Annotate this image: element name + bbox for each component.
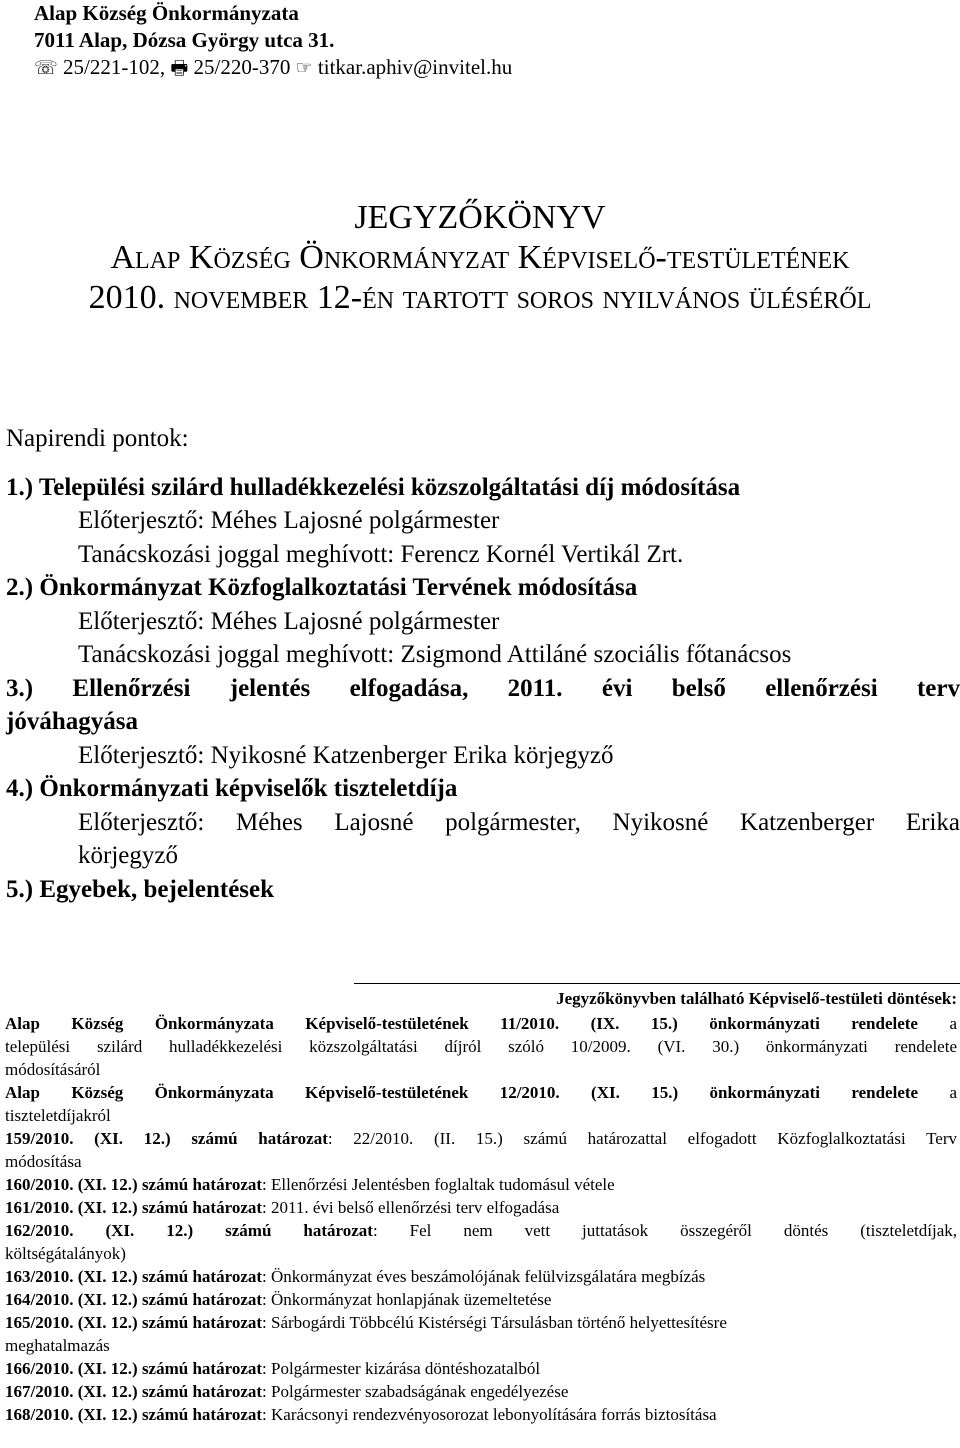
- decision-line: [5, 1127, 957, 1150]
- section-divider: [354, 983, 960, 984]
- decision-line: [5, 1380, 957, 1403]
- decision-line: [5, 1357, 957, 1380]
- decision-line: tiszteletdíjakról: [5, 1106, 111, 1125]
- decision-text: : Karácsonyi rendezvényosorozat lebonyolítására forrás biztosítása: [262, 1405, 717, 1424]
- decision-line: [5, 1219, 957, 1242]
- decision-number: 163/2010. (XI. 12.) számú határozat: [5, 1267, 263, 1286]
- agenda-item-title: 4.) Önkormányzati képviselők tiszteletdíja: [6, 775, 458, 802]
- agenda-item-presenter-cont: körjegyző: [78, 842, 178, 869]
- mail-pointing-hand-icon: ☞: [295, 58, 313, 79]
- decision-line: települési szilárd hulladékkezelési közszolgáltatási díjról szóló 10/2009. (VI. 30.) önkormányzati rendelete: [5, 1037, 957, 1056]
- decision-number: 161/2010. (XI. 12.) számú határozat: [5, 1198, 263, 1217]
- agenda-item-presenter: Előterjesztő: Nyikosné Katzenberger Erika körjegyző: [78, 741, 614, 769]
- agenda-item-title: 3.) Ellenőrzési jelentés elfogadása, 2011. évi belső ellenőrzési terv: [6, 674, 960, 702]
- decision-line: költségátalányok): [5, 1244, 126, 1263]
- agenda-item-guest: Tanácskozási joggal meghívott: Zsigmond Attiláné szociális főtanácsos: [78, 641, 792, 668]
- phone-number: 25/221-102,: [63, 55, 166, 79]
- decision-text: : Polgármester szabadságának engedélyezése: [262, 1382, 569, 1401]
- decision-text: : Ellenőrzési Jelentésben foglaltak tudomásul vétele: [262, 1175, 615, 1194]
- decision-number: 167/2010. (XI. 12.) számú határozat: [5, 1382, 263, 1401]
- decision-text: : Polgármester kizárása döntéshozatalból: [262, 1359, 541, 1378]
- decision-line: [5, 1012, 957, 1035]
- decision-number: 165/2010. (XI. 12.) számú határozat: [5, 1313, 263, 1332]
- agenda-heading: Napirendi pontok:: [6, 425, 189, 452]
- decision-line: módosítása: [5, 1152, 82, 1171]
- org-name: Alap Község Önkormányzata: [34, 1, 299, 25]
- decision-line: [5, 1311, 957, 1334]
- agenda-item-title: 2.) Önkormányzat Közfoglalkoztatási Tervének módosítása: [6, 574, 638, 601]
- agenda-item-presenter: Előterjesztő: Méhes Lajosné polgármester, Nyikosné Katzenberger Erika: [78, 808, 960, 836]
- agenda-item-title: 1.) Települési szilárd hulladékkezelési közszolgáltatási díj módosítása: [6, 473, 741, 501]
- fax-number: 25/220-370: [193, 55, 291, 79]
- decision-line: [5, 1265, 957, 1288]
- decision-number: 160/2010. (XI. 12.) számú határozat: [5, 1175, 263, 1194]
- decision-text: a: [918, 1083, 957, 1102]
- org-address: 7011 Alap, Dózsa György utca 31.: [34, 28, 335, 52]
- decisions-heading: Jegyzőkönyvben található Képviselő-testületi döntések:: [556, 989, 957, 1008]
- telephone-icon: ☏: [34, 58, 58, 79]
- letterhead: [34, 0, 512, 81]
- decision-number: Alap Község Önkormányzata Képviselő-testületének 11/2010. (IX. 15.) önkormányzati rendelete: [5, 1014, 918, 1033]
- title-session: 2010. november 12-én tartott soros nyilvános üléséről: [88, 279, 872, 316]
- decision-line: módosításáról: [5, 1060, 101, 1079]
- agenda-item-guest: Tanácskozási joggal meghívott: Ferencz Kornél Vertikál Zrt.: [78, 540, 684, 568]
- contact-line: [34, 54, 512, 81]
- decision-text: : 22/2010. (II. 15.) számú határozattal elfogadott Közfoglalkoztatási Terv: [327, 1129, 957, 1148]
- fax-printer-icon: 🖶: [170, 58, 189, 79]
- decision-text: : Fel nem vett juttatások összegéről döntés (tiszteletdíjak,: [372, 1221, 957, 1240]
- agenda-item-title-cont: jóváhagyása: [6, 708, 138, 735]
- decision-number: 159/2010. (XI. 12.) számú határozat: [5, 1129, 328, 1148]
- decision-line: [5, 1081, 957, 1104]
- decision-text: a: [917, 1014, 958, 1033]
- decision-number: 162/2010. (XI. 12.) számú határozat: [5, 1221, 373, 1240]
- title-body-name: Alap Község Önkormányzat Képviselő-testületének: [110, 239, 850, 276]
- agenda: [6, 422, 960, 906]
- decision-text: : Sárbogárdi Többcélú Kistérségi Társulásban történő helyettesítésre: [262, 1313, 727, 1332]
- document-title: [0, 198, 960, 318]
- decision-number: 168/2010. (XI. 12.) számú határozat: [5, 1405, 263, 1424]
- decision-number: Alap Község Önkormányzata Képviselő-testületének 12/2010. (XI. 15.) önkormányzati rendelete: [5, 1083, 919, 1102]
- agenda-item-title: 5.) Egyebek, bejelentések: [6, 875, 275, 903]
- decision-line: [5, 1196, 957, 1219]
- email-address: titkar.aphiv@invitel.hu: [317, 55, 513, 79]
- decision-line: [5, 1173, 957, 1196]
- decision-text: : 2011. évi belső ellenőrzési terv elfogadása: [262, 1198, 560, 1217]
- decisions-list: [5, 987, 957, 1426]
- title-main: JEGYZŐKÖNYV: [354, 199, 606, 236]
- decision-line: [5, 1288, 957, 1311]
- agenda-item-presenter: Előterjesztő: Méhes Lajosné polgármester: [78, 507, 500, 534]
- decision-number: 166/2010. (XI. 12.) számú határozat: [5, 1359, 263, 1378]
- decision-text: : Önkormányzat honlapjának üzemeltetése: [262, 1290, 552, 1309]
- decision-number: 164/2010. (XI. 12.) számú határozat: [5, 1290, 263, 1309]
- decision-line: meghatalmazás: [5, 1336, 110, 1355]
- agenda-item-presenter: Előterjesztő: Méhes Lajosné polgármester: [78, 607, 500, 635]
- decision-text: : Önkormányzat éves beszámolójának felülvizsgálatára megbízás: [262, 1267, 706, 1286]
- decision-line: [5, 1403, 957, 1426]
